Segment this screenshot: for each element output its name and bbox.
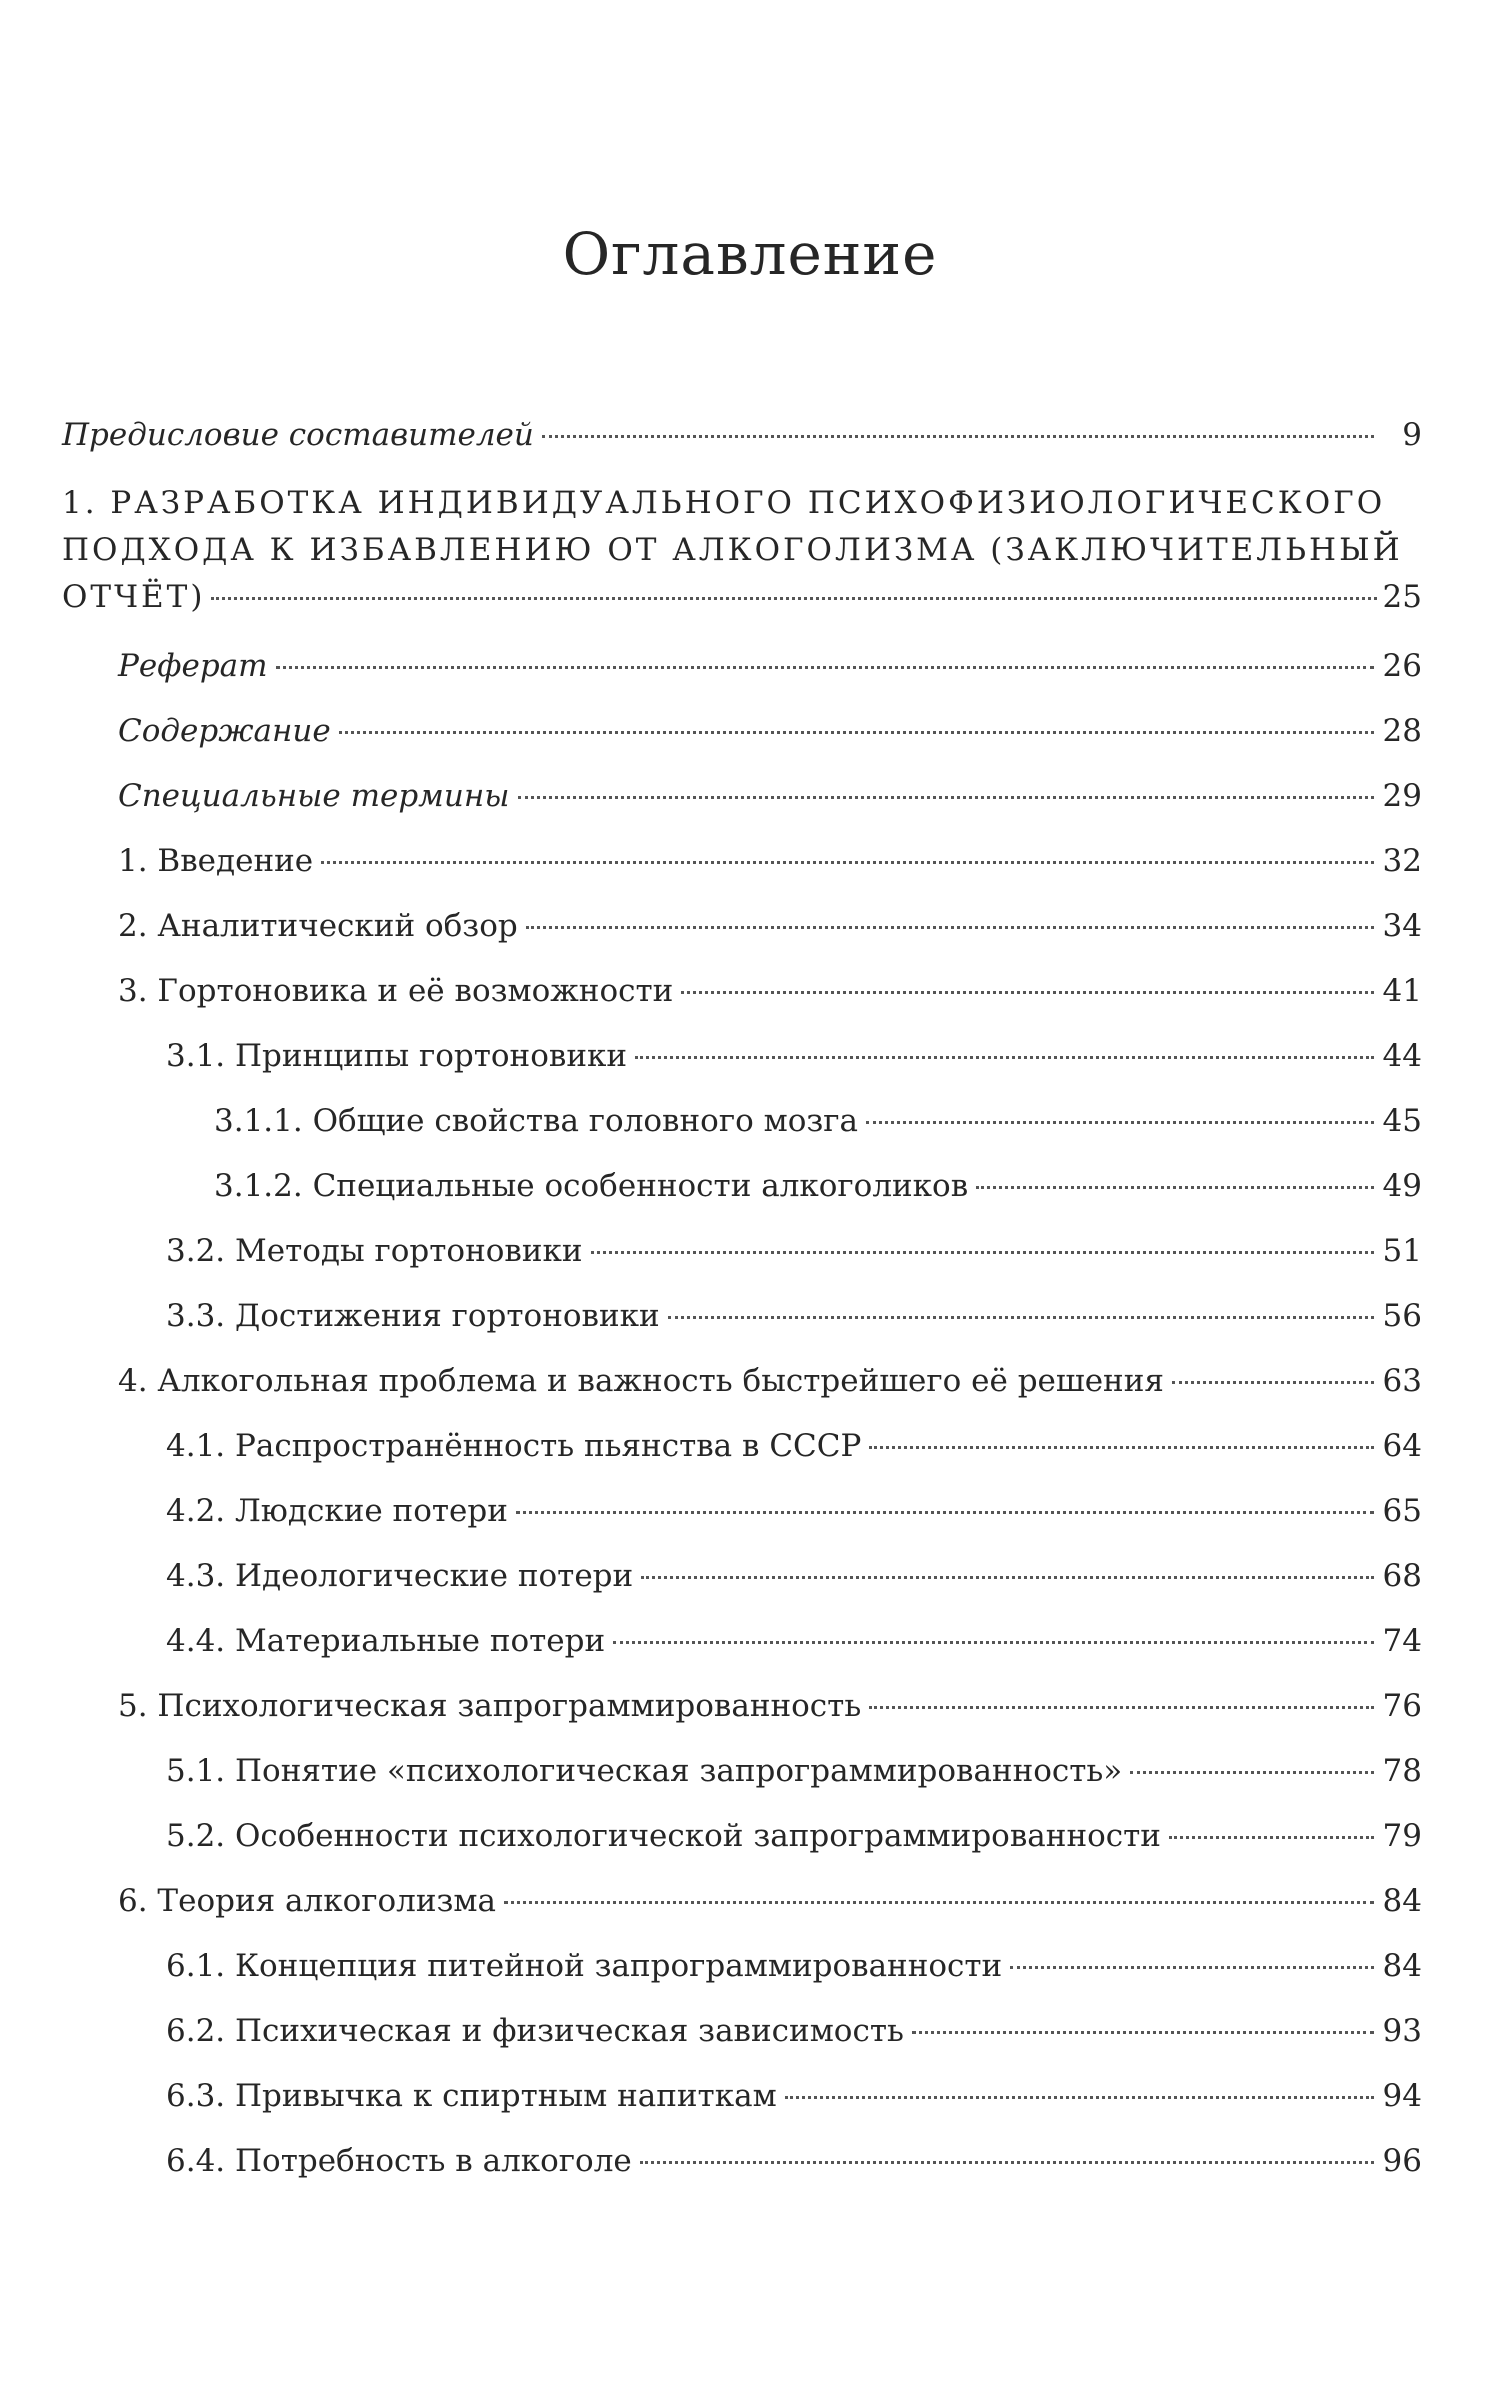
toc-entry-page: 56 <box>1382 1298 1422 1334</box>
toc-entry-label: 5.1. Понятие «психологическая запрограммированность» <box>166 1753 1123 1789</box>
toc-entry-label: 6.3. Привычка к спиртным напиткам <box>166 2078 777 2114</box>
toc-entry[interactable] <box>62 1686 1422 1726</box>
toc-entry-page: 26 <box>1382 648 1422 684</box>
toc-entry[interactable] <box>62 1881 1422 1921</box>
dot-leader <box>526 926 1374 929</box>
toc-entry-label: Содержание <box>118 713 331 749</box>
toc-entry[interactable] <box>62 2011 1422 2051</box>
toc-entry[interactable] <box>62 2141 1422 2181</box>
toc-entry[interactable] <box>62 1621 1422 1661</box>
toc-entry-page: 64 <box>1382 1428 1422 1464</box>
toc-entry-page: 28 <box>1382 713 1422 749</box>
toc-entry-page: 65 <box>1382 1493 1422 1529</box>
dot-leader <box>668 1316 1374 1319</box>
toc-entry[interactable] <box>62 1166 1422 1206</box>
toc-entry[interactable] <box>62 1946 1422 1986</box>
dot-leader <box>869 1706 1374 1709</box>
toc-entry-preface[interactable] <box>62 415 1422 455</box>
dot-leader <box>321 861 1374 864</box>
toc-entry-label: 5.2. Особенности психологической запрограммированности <box>166 1818 1161 1854</box>
toc-entry-label: 4.3. Идеологические потери <box>166 1558 634 1594</box>
toc-entry[interactable] <box>62 1036 1422 1076</box>
toc-entry-label: 4.4. Материальные потери <box>166 1623 606 1659</box>
toc-entry[interactable] <box>62 1296 1422 1336</box>
dot-leader <box>635 1056 1374 1059</box>
toc-chapter-1[interactable] <box>62 480 1422 621</box>
toc-entry-page: 45 <box>1382 1103 1422 1139</box>
toc-entry-page: 34 <box>1382 908 1422 944</box>
toc-entry-page: 9 <box>1402 417 1422 453</box>
dot-leader <box>869 1446 1374 1449</box>
dot-leader <box>613 1641 1374 1644</box>
toc-entry[interactable] <box>62 841 1422 881</box>
toc-entry-page: 78 <box>1382 1753 1422 1789</box>
dot-leader <box>516 1511 1374 1514</box>
toc-entry-page: 68 <box>1382 1558 1422 1594</box>
toc-entry-label: 4.1. Распространённость пьянства в СССР <box>166 1428 862 1464</box>
toc-entry[interactable] <box>62 1426 1422 1466</box>
dot-leader <box>912 2031 1374 2034</box>
dot-leader <box>681 991 1374 994</box>
dot-leader <box>785 2096 1374 2099</box>
toc-entry-label: 6.4. Потребность в алкоголе <box>166 2143 632 2179</box>
dot-leader <box>542 435 1374 438</box>
dot-leader <box>640 2161 1374 2164</box>
toc-entry-page: 84 <box>1382 1883 1422 1919</box>
toc-entry[interactable] <box>62 2076 1422 2116</box>
toc-entry-label: 3.1.1. Общие свойства головного мозга <box>214 1103 858 1139</box>
toc-entry-label: Предисловие составителей <box>62 417 534 453</box>
toc-entry-label: 6.1. Концепция питейной запрограммированности <box>166 1948 1003 1984</box>
toc-entry-page: 25 <box>1382 579 1422 615</box>
toc-entry-label: 1. Введение <box>118 843 314 879</box>
toc-entry-label: 3.3. Достижения гортоновики <box>166 1298 660 1334</box>
toc-entry-label: 3.1.2. Специальные особенности алкоголиков <box>214 1168 969 1204</box>
toc-entry-page: 51 <box>1382 1233 1422 1269</box>
toc-entry-label: 4.2. Людские потери <box>166 1493 508 1529</box>
chapter-title-line: 1. РАЗРАБОТКА ИНДИВИДУАЛЬНОГО ПСИХОФИЗИОЛОГИЧЕСКОГО <box>62 485 1386 521</box>
toc-entry-page: 32 <box>1382 843 1422 879</box>
dot-leader <box>976 1186 1374 1189</box>
table-of-contents <box>62 415 1422 2206</box>
dot-leader <box>1172 1381 1374 1384</box>
toc-entry[interactable] <box>62 646 1422 686</box>
toc-entry[interactable] <box>62 711 1422 751</box>
toc-entry[interactable] <box>62 1361 1422 1401</box>
toc-entry[interactable] <box>62 776 1422 816</box>
toc-entry-label: 4. Алкогольная проблема и важность быстрейшего её решения <box>118 1363 1164 1399</box>
toc-entry[interactable] <box>62 1556 1422 1596</box>
toc-entry-page: 49 <box>1382 1168 1422 1204</box>
toc-entry-page: 96 <box>1382 2143 1422 2179</box>
chapter-title-line: ПОДХОДА К ИЗБАВЛЕНИЮ ОТ АЛКОГОЛИЗМА (ЗАКЛЮЧИТЕЛЬНЫЙ <box>62 532 1403 568</box>
toc-entry-page: 76 <box>1382 1688 1422 1724</box>
toc-entry-page: 84 <box>1382 1948 1422 1984</box>
dot-leader <box>1130 1771 1374 1774</box>
dot-leader <box>504 1901 1374 1904</box>
dot-leader <box>1169 1836 1374 1839</box>
dot-leader <box>211 597 1376 600</box>
toc-entry[interactable] <box>62 971 1422 1011</box>
toc-entry[interactable] <box>62 1101 1422 1141</box>
chapter-title-last-line <box>62 574 1422 621</box>
toc-entry-page: 41 <box>1382 973 1422 1009</box>
toc-entry-label: Реферат <box>118 648 268 684</box>
dot-leader <box>1010 1966 1374 1969</box>
dot-leader <box>276 666 1374 669</box>
toc-entry[interactable] <box>62 1231 1422 1271</box>
toc-entry-page: 63 <box>1382 1363 1422 1399</box>
dot-leader <box>866 1121 1374 1124</box>
toc-entry-page: 44 <box>1382 1038 1422 1074</box>
toc-entry-label: 3.2. Методы гортоновики <box>166 1233 583 1269</box>
dot-leader <box>641 1576 1374 1579</box>
toc-entry-page: 79 <box>1382 1818 1422 1854</box>
chapter-title-line: ОТЧЁТ) <box>62 579 206 615</box>
toc-entry-label: Специальные термины <box>118 778 510 814</box>
toc-entry-label: 6.2. Психическая и физическая зависимость <box>166 2013 904 2049</box>
page-title: Оглавление <box>562 220 938 288</box>
dot-leader <box>518 796 1374 799</box>
toc-entry-page: 29 <box>1382 778 1422 814</box>
toc-entry[interactable] <box>62 906 1422 946</box>
dot-leader <box>591 1251 1374 1254</box>
toc-entry[interactable] <box>62 1816 1422 1856</box>
toc-entry-label: 3.1. Принципы гортоновики <box>166 1038 628 1074</box>
toc-entry[interactable] <box>62 1751 1422 1791</box>
toc-entry-label: 6. Теория алкоголизма <box>118 1883 497 1919</box>
dot-leader <box>339 731 1374 734</box>
toc-entry[interactable] <box>62 1491 1422 1531</box>
toc-entry-page: 94 <box>1382 2078 1422 2114</box>
toc-entry-label: 3. Гортоновика и её возможности <box>118 973 674 1009</box>
toc-entry-page: 93 <box>1382 2013 1422 2049</box>
toc-entry-page: 74 <box>1382 1623 1422 1659</box>
toc-entry-label: 5. Психологическая запрограммированность <box>118 1688 862 1724</box>
toc-entry-label: 2. Аналитический обзор <box>118 908 518 944</box>
